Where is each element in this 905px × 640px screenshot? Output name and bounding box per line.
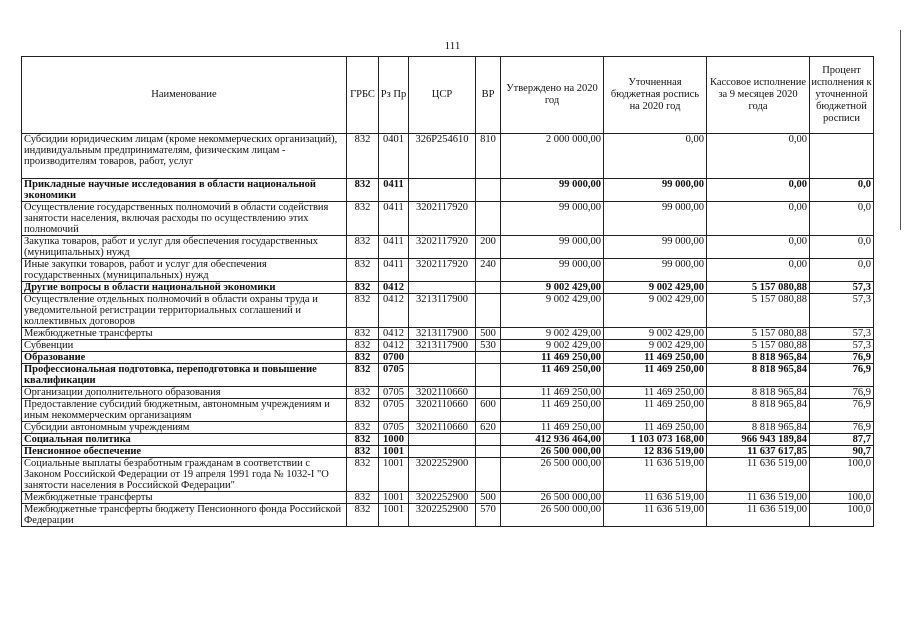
table-row: [22, 504, 874, 527]
cell-percent: 57,3: [810, 340, 874, 352]
cell-rzpr: 1001: [379, 458, 409, 492]
cell-rzpr: 1000: [379, 434, 409, 446]
cell-percent: 90,7: [810, 446, 874, 458]
cell-approved: 412 936 464,00: [501, 434, 604, 446]
cell-refined: 11 469 250,00: [604, 422, 707, 434]
cell-rzpr: 0412: [379, 340, 409, 352]
cell-cash: 5 157 080,88: [707, 282, 810, 294]
cell-cash: 966 943 189,84: [707, 434, 810, 446]
cell-refined: 11 636 519,00: [604, 504, 707, 527]
cell-csr: 3202252900: [409, 458, 476, 492]
cell-rzpr: 0401: [379, 134, 409, 179]
table-row: [22, 364, 874, 387]
cell-name: Осуществление государственных полномочий в области содействия занятости населения, включая расходы по осуществлению этих полномочий: [22, 202, 347, 236]
cell-name: Иные закупки товаров, работ и услуг для обеспечения государственных (муниципальных) нужд: [22, 259, 347, 282]
cell-refined: 99 000,00: [604, 202, 707, 236]
cell-csr: 3202117920: [409, 259, 476, 282]
cell-approved: 26 500 000,00: [501, 446, 604, 458]
cell-grbs: 832: [347, 422, 379, 434]
cell-grbs: 832: [347, 202, 379, 236]
cell-refined: 11 636 519,00: [604, 492, 707, 504]
cell-percent: 57,3: [810, 328, 874, 340]
cell-grbs: 832: [347, 259, 379, 282]
cell-vr: [476, 282, 501, 294]
cell-name: Социальная политика: [22, 434, 347, 446]
cell-percent: 0,0: [810, 179, 874, 202]
cell-name: Профессиональная подготовка, переподготовка и повышение квалификации: [22, 364, 347, 387]
cell-csr: 3202252900: [409, 504, 476, 527]
header-refined: Уточненная бюджетная роспись на 2020 год: [604, 57, 707, 134]
header-rzpr: Рз Пр: [379, 57, 409, 134]
cell-grbs: 832: [347, 492, 379, 504]
cell-rzpr: 0412: [379, 282, 409, 294]
cell-csr: [409, 434, 476, 446]
cell-grbs: 832: [347, 236, 379, 259]
cell-cash: 0,00: [707, 259, 810, 282]
cell-percent: 57,3: [810, 294, 874, 328]
cell-grbs: 832: [347, 179, 379, 202]
cell-vr: 530: [476, 340, 501, 352]
cell-vr: 500: [476, 328, 501, 340]
cell-grbs: 832: [347, 282, 379, 294]
cell-refined: 99 000,00: [604, 259, 707, 282]
table-row: [22, 387, 874, 399]
cell-percent: 100,0: [810, 504, 874, 527]
cell-name: Межбюджетные трансферты бюджету Пенсионного фонда Российской Федерации: [22, 504, 347, 527]
cell-vr: 620: [476, 422, 501, 434]
cell-vr: [476, 202, 501, 236]
cell-grbs: 832: [347, 328, 379, 340]
cell-name: Межбюджетные трансферты: [22, 492, 347, 504]
cell-rzpr: 0700: [379, 352, 409, 364]
cell-csr: 3213117900: [409, 294, 476, 328]
table-row: [22, 434, 874, 446]
cell-grbs: 832: [347, 446, 379, 458]
cell-cash: 8 818 965,84: [707, 364, 810, 387]
cell-refined: 11 469 250,00: [604, 352, 707, 364]
cell-cash: 0,00: [707, 202, 810, 236]
cell-cash: 8 818 965,84: [707, 399, 810, 422]
cell-name: Организации дополнительного образования: [22, 387, 347, 399]
cell-name: Межбюджетные трансферты: [22, 328, 347, 340]
table-row: [22, 134, 874, 179]
cell-cash: 0,00: [707, 134, 810, 179]
cell-csr: [409, 364, 476, 387]
cell-grbs: 832: [347, 504, 379, 527]
table-row: [22, 179, 874, 202]
budget-table: [21, 56, 874, 527]
table-row: [22, 259, 874, 282]
cell-cash: 5 157 080,88: [707, 294, 810, 328]
cell-rzpr: 0412: [379, 294, 409, 328]
header-cash: Кассовое исполнение за 9 месяцев 2020 года: [707, 57, 810, 134]
cell-refined: 11 469 250,00: [604, 399, 707, 422]
cell-percent: 100,0: [810, 458, 874, 492]
cell-percent: 100,0: [810, 492, 874, 504]
table-row: [22, 446, 874, 458]
cell-name: Осуществление отдельных полномочий в области охраны труда и уведомительной регистрации территориальных соглашений и коллективных договоров: [22, 294, 347, 328]
header-row: [22, 57, 874, 134]
header-name: Наименование: [22, 57, 347, 134]
cell-vr: 600: [476, 399, 501, 422]
table-body: [22, 134, 874, 527]
cell-percent: 76,9: [810, 352, 874, 364]
cell-cash: 11 637 617,85: [707, 446, 810, 458]
cell-refined: 99 000,00: [604, 236, 707, 259]
cell-csr: 326P254610: [409, 134, 476, 179]
cell-vr: [476, 387, 501, 399]
table-row: [22, 236, 874, 259]
cell-vr: 570: [476, 504, 501, 527]
cell-percent: 76,9: [810, 399, 874, 422]
cell-percent: 76,9: [810, 364, 874, 387]
cell-csr: [409, 352, 476, 364]
cell-approved: 2 000 000,00: [501, 134, 604, 179]
cell-percent: 0,0: [810, 236, 874, 259]
cell-approved: 11 469 250,00: [501, 399, 604, 422]
cell-refined: 0,00: [604, 134, 707, 179]
cell-refined: 9 002 429,00: [604, 328, 707, 340]
cell-approved: 11 469 250,00: [501, 364, 604, 387]
cell-csr: [409, 282, 476, 294]
cell-rzpr: 0411: [379, 179, 409, 202]
cell-name: Прикладные научные исследования в области национальной экономики: [22, 179, 347, 202]
table-row: [22, 352, 874, 364]
cell-grbs: 832: [347, 294, 379, 328]
cell-percent: 57,3: [810, 282, 874, 294]
cell-refined: 1 103 073 168,00: [604, 434, 707, 446]
table-row: [22, 294, 874, 328]
cell-name: Социальные выплаты безработным гражданам в соответствии с Законом Российской Федерации от 19 апреля 1991 года № 1032-I "О занятости населения в Российской Федерации": [22, 458, 347, 492]
cell-refined: 99 000,00: [604, 179, 707, 202]
cell-cash: 0,00: [707, 179, 810, 202]
cell-approved: 99 000,00: [501, 202, 604, 236]
cell-cash: 5 157 080,88: [707, 328, 810, 340]
cell-vr: [476, 352, 501, 364]
cell-cash: 11 636 519,00: [707, 458, 810, 492]
cell-approved: 9 002 429,00: [501, 294, 604, 328]
cell-vr: [476, 294, 501, 328]
header-vr: ВР: [476, 57, 501, 134]
header-percent: Процент исполнения к уточненной бюджетной росписи: [810, 57, 874, 134]
cell-grbs: 832: [347, 434, 379, 446]
header-grbs: ГРБС: [347, 57, 379, 134]
cell-refined: 11 469 250,00: [604, 364, 707, 387]
cell-name: Образование: [22, 352, 347, 364]
cell-vr: 200: [476, 236, 501, 259]
cell-refined: 9 002 429,00: [604, 282, 707, 294]
table-row: [22, 328, 874, 340]
cell-grbs: 832: [347, 352, 379, 364]
cell-percent: 87,7: [810, 434, 874, 446]
cell-csr: [409, 446, 476, 458]
cell-vr: [476, 446, 501, 458]
cell-csr: 3202110660: [409, 399, 476, 422]
cell-percent: [810, 134, 874, 179]
table-row: [22, 202, 874, 236]
cell-approved: 11 469 250,00: [501, 422, 604, 434]
cell-approved: 26 500 000,00: [501, 458, 604, 492]
cell-cash: 8 818 965,84: [707, 352, 810, 364]
cell-vr: 810: [476, 134, 501, 179]
cell-refined: 9 002 429,00: [604, 340, 707, 352]
cell-grbs: 832: [347, 458, 379, 492]
cell-approved: 9 002 429,00: [501, 328, 604, 340]
cell-name: Другие вопросы в области национальной экономики: [22, 282, 347, 294]
cell-approved: 26 500 000,00: [501, 504, 604, 527]
cell-grbs: 832: [347, 134, 379, 179]
table-row: [22, 458, 874, 492]
cell-name: Субсидии автономным учреждениям: [22, 422, 347, 434]
cell-refined: 11 469 250,00: [604, 387, 707, 399]
cell-approved: 99 000,00: [501, 236, 604, 259]
cell-vr: [476, 364, 501, 387]
cell-cash: 11 636 519,00: [707, 504, 810, 527]
cell-approved: 11 469 250,00: [501, 352, 604, 364]
cell-csr: 3202117920: [409, 202, 476, 236]
cell-csr: [409, 179, 476, 202]
cell-grbs: 832: [347, 399, 379, 422]
cell-rzpr: 1001: [379, 446, 409, 458]
cell-approved: 26 500 000,00: [501, 492, 604, 504]
cell-name: Предоставление субсидий бюджетным, автономным учреждениям и иным некоммерческим организациям: [22, 399, 347, 422]
cell-approved: 9 002 429,00: [501, 340, 604, 352]
cell-rzpr: 0705: [379, 387, 409, 399]
cell-grbs: 832: [347, 364, 379, 387]
table-row: [22, 492, 874, 504]
cell-rzpr: 1001: [379, 504, 409, 527]
cell-refined: 9 002 429,00: [604, 294, 707, 328]
cell-rzpr: 0412: [379, 328, 409, 340]
cell-approved: 9 002 429,00: [501, 282, 604, 294]
table-row: [22, 340, 874, 352]
cell-cash: 8 818 965,84: [707, 422, 810, 434]
cell-grbs: 832: [347, 340, 379, 352]
margin-rule: [900, 30, 901, 230]
cell-approved: 99 000,00: [501, 179, 604, 202]
cell-rzpr: 0705: [379, 399, 409, 422]
cell-vr: 240: [476, 259, 501, 282]
cell-rzpr: 0411: [379, 236, 409, 259]
cell-vr: [476, 434, 501, 446]
cell-name: Субсидии юридическим лицам (кроме некоммерческих организаций), индивидуальным предпринимателям, физическим лицам - производителям товаров, работ, услуг: [22, 134, 347, 179]
table-row: [22, 399, 874, 422]
cell-vr: [476, 458, 501, 492]
cell-name: Закупка товаров, работ и услуг для обеспечения государственных (муниципальных) нужд: [22, 236, 347, 259]
cell-csr: 3202252900: [409, 492, 476, 504]
cell-grbs: 832: [347, 387, 379, 399]
cell-rzpr: 0411: [379, 259, 409, 282]
cell-name: Субвенции: [22, 340, 347, 352]
cell-cash: 8 818 965,84: [707, 387, 810, 399]
cell-name: Пенсионное обеспечение: [22, 446, 347, 458]
cell-csr: 3213117900: [409, 340, 476, 352]
cell-vr: 500: [476, 492, 501, 504]
cell-percent: 76,9: [810, 422, 874, 434]
cell-vr: [476, 179, 501, 202]
cell-cash: 11 636 519,00: [707, 492, 810, 504]
cell-percent: 76,9: [810, 387, 874, 399]
cell-rzpr: 1001: [379, 492, 409, 504]
cell-csr: 3202117920: [409, 236, 476, 259]
cell-csr: 3202110660: [409, 387, 476, 399]
cell-csr: 3202110660: [409, 422, 476, 434]
cell-rzpr: 0705: [379, 364, 409, 387]
table-row: [22, 282, 874, 294]
cell-rzpr: 0705: [379, 422, 409, 434]
cell-approved: 99 000,00: [501, 259, 604, 282]
header-approved: Утверждено на 2020 год: [501, 57, 604, 134]
cell-approved: 11 469 250,00: [501, 387, 604, 399]
table-row: [22, 422, 874, 434]
cell-refined: 11 636 519,00: [604, 458, 707, 492]
cell-percent: 0,0: [810, 202, 874, 236]
page-number: 111: [444, 40, 461, 52]
cell-rzpr: 0411: [379, 202, 409, 236]
cell-cash: 0,00: [707, 236, 810, 259]
header-csr: ЦСР: [409, 57, 476, 134]
cell-refined: 12 836 519,00: [604, 446, 707, 458]
cell-csr: 3213117900: [409, 328, 476, 340]
cell-cash: 5 157 080,88: [707, 340, 810, 352]
cell-percent: 0,0: [810, 259, 874, 282]
